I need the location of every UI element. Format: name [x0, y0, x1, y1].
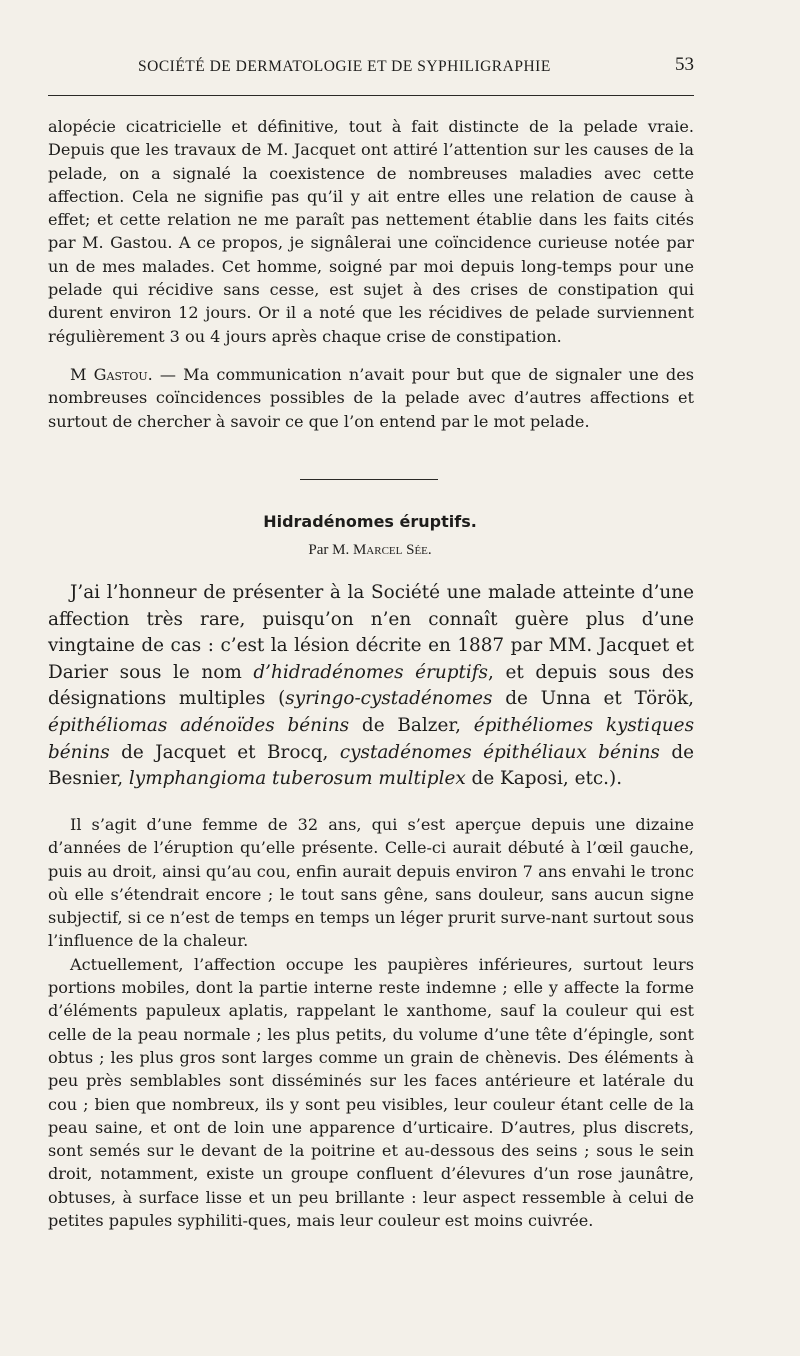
current-state-paragraph: Actuellement, l’affection occupe les paupières inférieures, surtout leurs portions mobiles, dont la partie interne reste indemne ; elle y affecte la forme d’éléments papuleux aplatis, rappelant le xanthome, sauf la couleur qui est celle de la peau normale ; les plus petits, du volume d’une tête d’épingle, sont obtus ; les plus gros sont larges comme un grain de chènevis. Des éléments à peu près semblables sont disséminés sur les faces antérieure et latérale du cou ; bien que nombreux, ils y sont peu visibles, leur couleur étant celle de la peau saine, et ont de loin une apparence d’urticaire. D’autres, plus discrets, sont semés sur le devant de la poitrine et au-dessous des seins ; sous le sein droit, notamment, existe un groupe confluent d’élevures d’un rose jaunâtre, obtuses, à surface lisse et un peu brillante : leur aspect ressemble à celui de petites papules syphiliti-ques, mais leur couleur est moins cuivrée.: [48, 954, 694, 1231]
intro-term-5: cystadénomes épithéliaux bénins: [339, 741, 660, 763]
byline-prefix: Par M.: [308, 542, 353, 558]
intro-term-6: lymphangioma tuberosum multiplex: [128, 768, 466, 790]
intro-term-4: épithéliomes kystiques bénins: [48, 714, 695, 763]
intro-term-2: syringo-cystadénomes: [285, 688, 493, 710]
discussion-block: [48, 115, 694, 433]
article-byline: [0, 542, 740, 559]
intro-text-4: de Balzer,: [349, 714, 474, 736]
discussion-paragraph-1: alopécie cicatricielle et définitive, tout à fait distincte de la pelade vraie. Depuis que les travaux de M. Jacquet ont attiré l’attention sur les causes de la pelade, on a signalé la coexistence de nombreuses maladies avec cette affection. Cela ne signifie pas qu’il y ait entre elles une relation de cause à effet; et cette relation ne me paraît pas nettement établie dans les faits cités par M. Gastou. A ce propos, je signâlerai une coïncidence curieuse notée par un de mes malades. Cet homme, soigné par moi depuis long-temps pour une pelade qui récidive sans cesse, est sujet à des crises de constipation qui durent environ 12 jours. Or il a noté que les récidives de pelade surviennent régulièrement 3 ou 4 jours après chaque crise de constipation.: [48, 117, 694, 346]
intro-block: [48, 580, 694, 793]
header-rule: [48, 95, 694, 96]
intro-text-3: de Unna et Török,: [492, 688, 694, 710]
intro-text-6: de Besnier,: [48, 741, 694, 790]
intro-term-3: épithéliomas adénoïdes bénins: [48, 714, 350, 736]
case-paragraph: Il s’agit d’une femme de 32 ans, qui s’est aperçue depuis une dizaine d’années de l’éruption qu’elle présente. Celle-ci aurait débuté à l’œil gauche, puis au droit, ainsi qu’au cou, enfin aurait depuis environ 7 ans envahi le tronc où elle s’étendrait encore ; le tout sans gêne, sans douleur, sans aucun signe subjectif, si ce n’est de temps en temps un léger prurit surve-nant surtout sous l’influence de la chaleur.: [48, 815, 694, 951]
speaker-text: — Ma communication n’avait pour but que de signaler une des nombreuses coïncidences possibles de la pelade avec d’autres affections et surtout de chercher à savoir ce que l’on entend par le mot pelade.: [48, 364, 694, 431]
case-block: [48, 813, 694, 1232]
section-separator: [300, 479, 438, 480]
intro-term-1: d’hidradénomes éruptifs: [253, 661, 488, 683]
speaker-name: M Gastou.: [70, 364, 153, 384]
intro-text-2: , et depuis sous des désignations multiples (: [48, 661, 695, 710]
intro-text-5: de Jacquet et Brocq,: [109, 741, 340, 763]
discussion-paragraph-2: [48, 363, 694, 433]
running-title: SOCIÉTÉ DE DERMATOLOGIE ET DE SYPHILIGRAPHIE: [138, 58, 551, 75]
page-number: 53: [675, 54, 694, 75]
article-title: Hidradénomes éruptifs.: [263, 512, 477, 531]
intro-text-7: de Kaposi, etc.).: [465, 768, 623, 790]
intro-text-1: J’ai l’honneur de présenter à la Société une malade atteinte d’une affection très rare, puisqu’on n’en connaît guère plus d’une vingtaine de cas : c’est la lésion décrite en 1887 par MM. Jacquet et Darier sous le nom: [48, 582, 694, 683]
page-header: [48, 52, 694, 82]
byline-author: Marcel Sée.: [352, 542, 432, 558]
intro-paragraph: [48, 580, 694, 793]
